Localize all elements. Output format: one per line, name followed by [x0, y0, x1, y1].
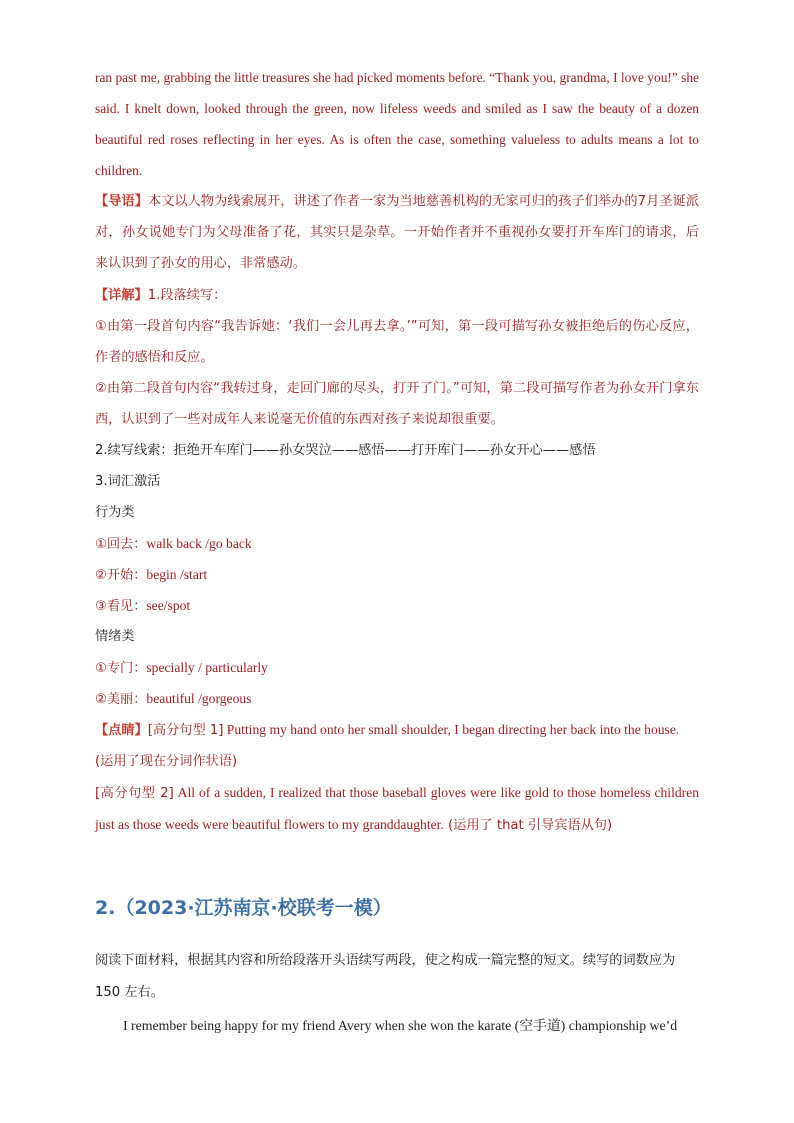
vocab-title: 3.词汇激活: [95, 474, 161, 489]
vocab-item: [95, 652, 699, 683]
sentence-note: (运用了 that 引导宾语从句): [443, 818, 613, 833]
vocab-number: ③: [95, 599, 107, 614]
guide-label: 【导语】: [95, 194, 148, 209]
vocab-item: [95, 590, 699, 621]
detail-clue: 2.续写线索：拒绝开车库门——孙女哭泣——感悟——打开库门——孙女开心——感悟: [95, 443, 596, 458]
question-intro: 阅读下面材料，根据其内容和所给段落开头语续写两段，使之构成一篇完整的短文。续写的词数应为 150 左右。: [95, 953, 676, 1000]
vocab-en: walk back /go back: [146, 536, 252, 551]
vocab-en: see/spot: [146, 598, 191, 613]
question-heading: 2.（2023·江苏南京·校联考一模）: [95, 897, 392, 919]
comment-sentence-2: [95, 777, 699, 841]
vocab-number: ②: [95, 692, 107, 707]
vocab-en: begin /start: [146, 567, 208, 582]
comment-label: 【点睛】: [95, 723, 148, 738]
vocab-cn: 专门：: [106, 661, 147, 676]
detail-title: 1.段落续写：: [147, 288, 227, 303]
sentence-note: (运用了现在分词作状语): [95, 754, 238, 769]
vocab-item: [95, 559, 699, 590]
vocab-item: [95, 528, 699, 559]
vocab-number: ②: [95, 568, 107, 583]
vocab-en: specially / particularly: [146, 660, 268, 675]
vocab-item: [95, 683, 699, 714]
comment-sentence-1: [95, 714, 699, 777]
story-text: ran past me, grabbing the little treasures she had picked moments before. “Thank you, grandma, I love you!” she said. I knelt down, looked through the green, now lifeless weeds and smiled as I saw the beauty of a dozen beautiful red roses reflecting in her eyes. As is often the case, something valueless to adults means a lot to children.: [95, 70, 699, 178]
vocab-number: ①: [95, 537, 107, 552]
sentence-tag: [高分句型 2]: [95, 786, 174, 801]
vocab-cn: 美丽：: [106, 692, 147, 707]
sentence-tag: [高分句型 1]: [147, 723, 224, 738]
vocab-cn: 看见：: [106, 599, 147, 614]
vocab-cn: 回去：: [106, 537, 147, 552]
passage-text: I remember being happy for my friend Avery when she won the karate (空手道) championship we’d: [123, 1018, 678, 1033]
vocab-number: ①: [95, 661, 107, 676]
guide-section: [95, 186, 699, 279]
guide-text: 本文以人物为线索展开，讲述了作者一家为当地慈善机构的无家可归的孩子们举办的7月圣诞派对，孙女说她专门为父母准备了花，其实只是杂草。一开始作者并不重视孙女要打开车库门的请求，后来认识到了孙女的用心，非常感动。: [95, 194, 700, 271]
behavior-title: 行为类: [95, 505, 135, 520]
detail-section: [95, 280, 699, 841]
detail-label: 【详解】: [95, 288, 148, 303]
story-paragraph: [95, 62, 699, 186]
sentence-text: Putting my hand onto her small shoulder, I began directing her back into the house.: [223, 722, 680, 737]
vocab-en: beautiful /gorgeous: [146, 691, 252, 706]
detail-item-1: ①由第一段首句内容“我告诉她：‘我们一会儿再去拿。’”可知，第一段可描写孙女被拒绝后的伤心反应，作者的感悟和反应。: [95, 319, 699, 365]
emotion-title: 情绪类: [95, 629, 135, 644]
detail-item-2: ②由第二段首句内容“我转过身，走回门廊的尽头，打开了门。”可知，第二段可描写作者为孙女开门拿东西，认识到了一些对成年人来说毫无价值的东西对孩子来说却很重要。: [95, 381, 699, 427]
sentence-text: All of a sudden, I realized that those baseball gloves were like gold to those homeless children just as those weeds were beautiful flowers to my granddaughter.: [95, 785, 700, 832]
vocab-cn: 开始：: [106, 568, 147, 583]
